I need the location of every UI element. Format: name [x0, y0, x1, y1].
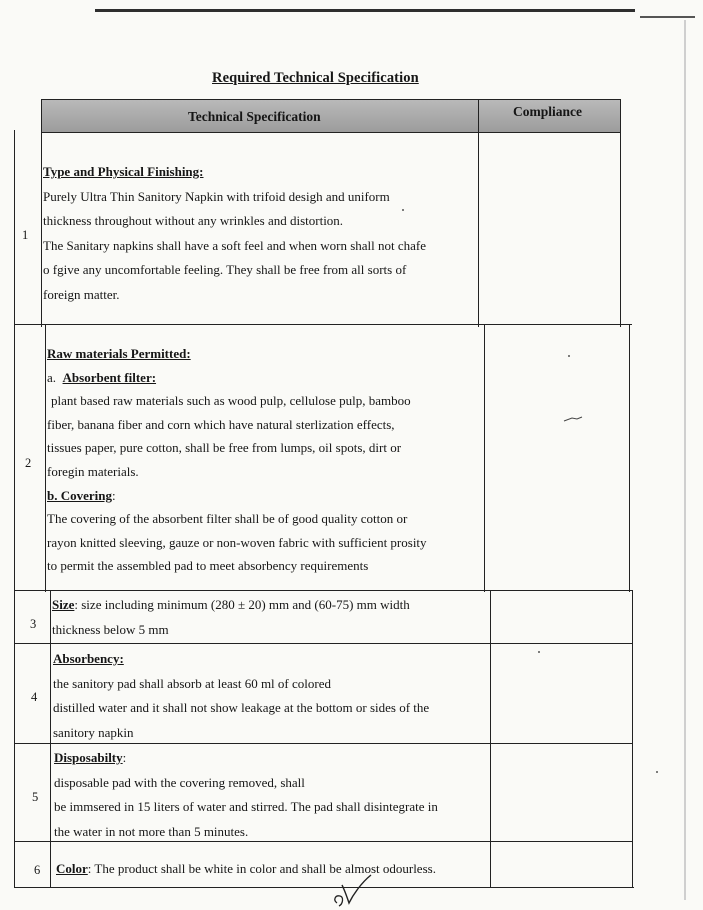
spec-line: thickness below 5 mm — [52, 621, 169, 637]
scan-top-edge — [95, 9, 635, 12]
spec-cell-type-finishing — [43, 160, 426, 307]
spec-line: the water in not more than 5 minutes. — [54, 823, 249, 839]
spec-line: Purely Ultra Thin Sanitory Napkin with trifoid desigh and uniform — [43, 188, 390, 204]
row-heading-rest: : The product shall be white in color and shall be almost odourless. — [87, 861, 436, 876]
spec-line: thickness throughout without any wrinkles and distortion. — [43, 213, 344, 228]
spec-line: plant based raw materials such as wood pulp, cellulose pulp, bamboo — [51, 393, 411, 409]
row-heading: Type and Physical Finishing: — [43, 164, 204, 179]
scan-speck — [568, 355, 570, 357]
spec-line: foreign matter. — [43, 286, 120, 302]
scan-speck — [402, 209, 404, 211]
sub-label: Absorbent filter: — [62, 369, 157, 385]
subheading-covering — [47, 484, 427, 508]
row-heading: Color — [56, 861, 88, 876]
scan-speck — [538, 651, 540, 653]
spec-line: sanitory napkin — [53, 724, 134, 740]
row-heading: Absorbency: — [53, 651, 124, 666]
row-number: 4 — [31, 690, 38, 704]
header-compliance: Compliance — [513, 104, 582, 119]
spec-line: distilled water and it shall not show leakage at the bottom or sides of the — [53, 700, 430, 715]
scan-top-edge-right — [640, 16, 695, 18]
spec-line: The covering of the absorbent filter shall be of good quality cotton or — [47, 511, 408, 527]
handwritten-signature — [325, 873, 375, 910]
row-heading-line — [56, 857, 436, 882]
row-number: 3 — [30, 617, 37, 631]
pen-tick-mark — [563, 415, 583, 423]
row-heading-line — [54, 746, 438, 771]
scan-right-edge — [684, 20, 686, 900]
spec-line: the sanitory pad shall absorb at least 60 ml of colored — [53, 675, 331, 691]
header-technical-specification: Technical Specification — [188, 109, 321, 124]
sub-suffix: : — [112, 487, 116, 503]
spec-line: tissues paper, pure cotton, shall be free from lumps, oil spots, dirt or — [47, 440, 402, 456]
spec-line: o fgive any uncomfortable feeling. They shall be free from all sorts of — [43, 262, 407, 277]
spec-line: be immsered in 15 liters of water and stirred. The pad shall disintegrate in — [54, 799, 438, 814]
scan-speck — [656, 771, 658, 773]
spec-cell-absorbency — [53, 647, 429, 745]
row-number: 5 — [32, 790, 39, 804]
row-number: 1 — [22, 228, 29, 242]
spec-line: rayon knitted sleeving, gauze or non-woven fabric with sufficient prosity — [47, 534, 427, 550]
subheading-absorbent-filter — [47, 366, 427, 390]
spec-line: foregin materials. — [47, 463, 139, 479]
row-number: 2 — [25, 456, 32, 470]
spec-line: fiber, banana fiber and corn which have natural sterlization effects, — [47, 416, 395, 432]
row-heading: Disposabilty — [54, 750, 123, 765]
spec-cell-disposability — [54, 746, 438, 844]
sub-prefix: a. — [47, 369, 57, 385]
row-heading-line — [52, 593, 410, 618]
row-heading-rest: : size including minimum (280 ± 20) mm and (60-75) mm width — [74, 597, 410, 612]
row-heading: Size — [52, 597, 75, 612]
spec-line: The Sanitary napkins shall have a soft feel and when worn shall not chafe — [43, 237, 427, 253]
row-number: 6 — [34, 863, 41, 877]
page-title: Required Technical Specification — [212, 70, 419, 86]
sub-label: b. Covering — [47, 487, 112, 503]
row-heading: Raw materials Permitted: — [47, 346, 191, 361]
spec-line: to permit the assembled pad to meet absorbency requirements — [47, 558, 369, 574]
spec-cell-size — [52, 593, 410, 642]
row-heading-rest: : — [122, 750, 127, 765]
spec-cell-color — [56, 857, 436, 882]
spec-line: disposable pad with the covering removed, shall — [54, 774, 305, 790]
spec-cell-raw-materials — [47, 342, 427, 578]
